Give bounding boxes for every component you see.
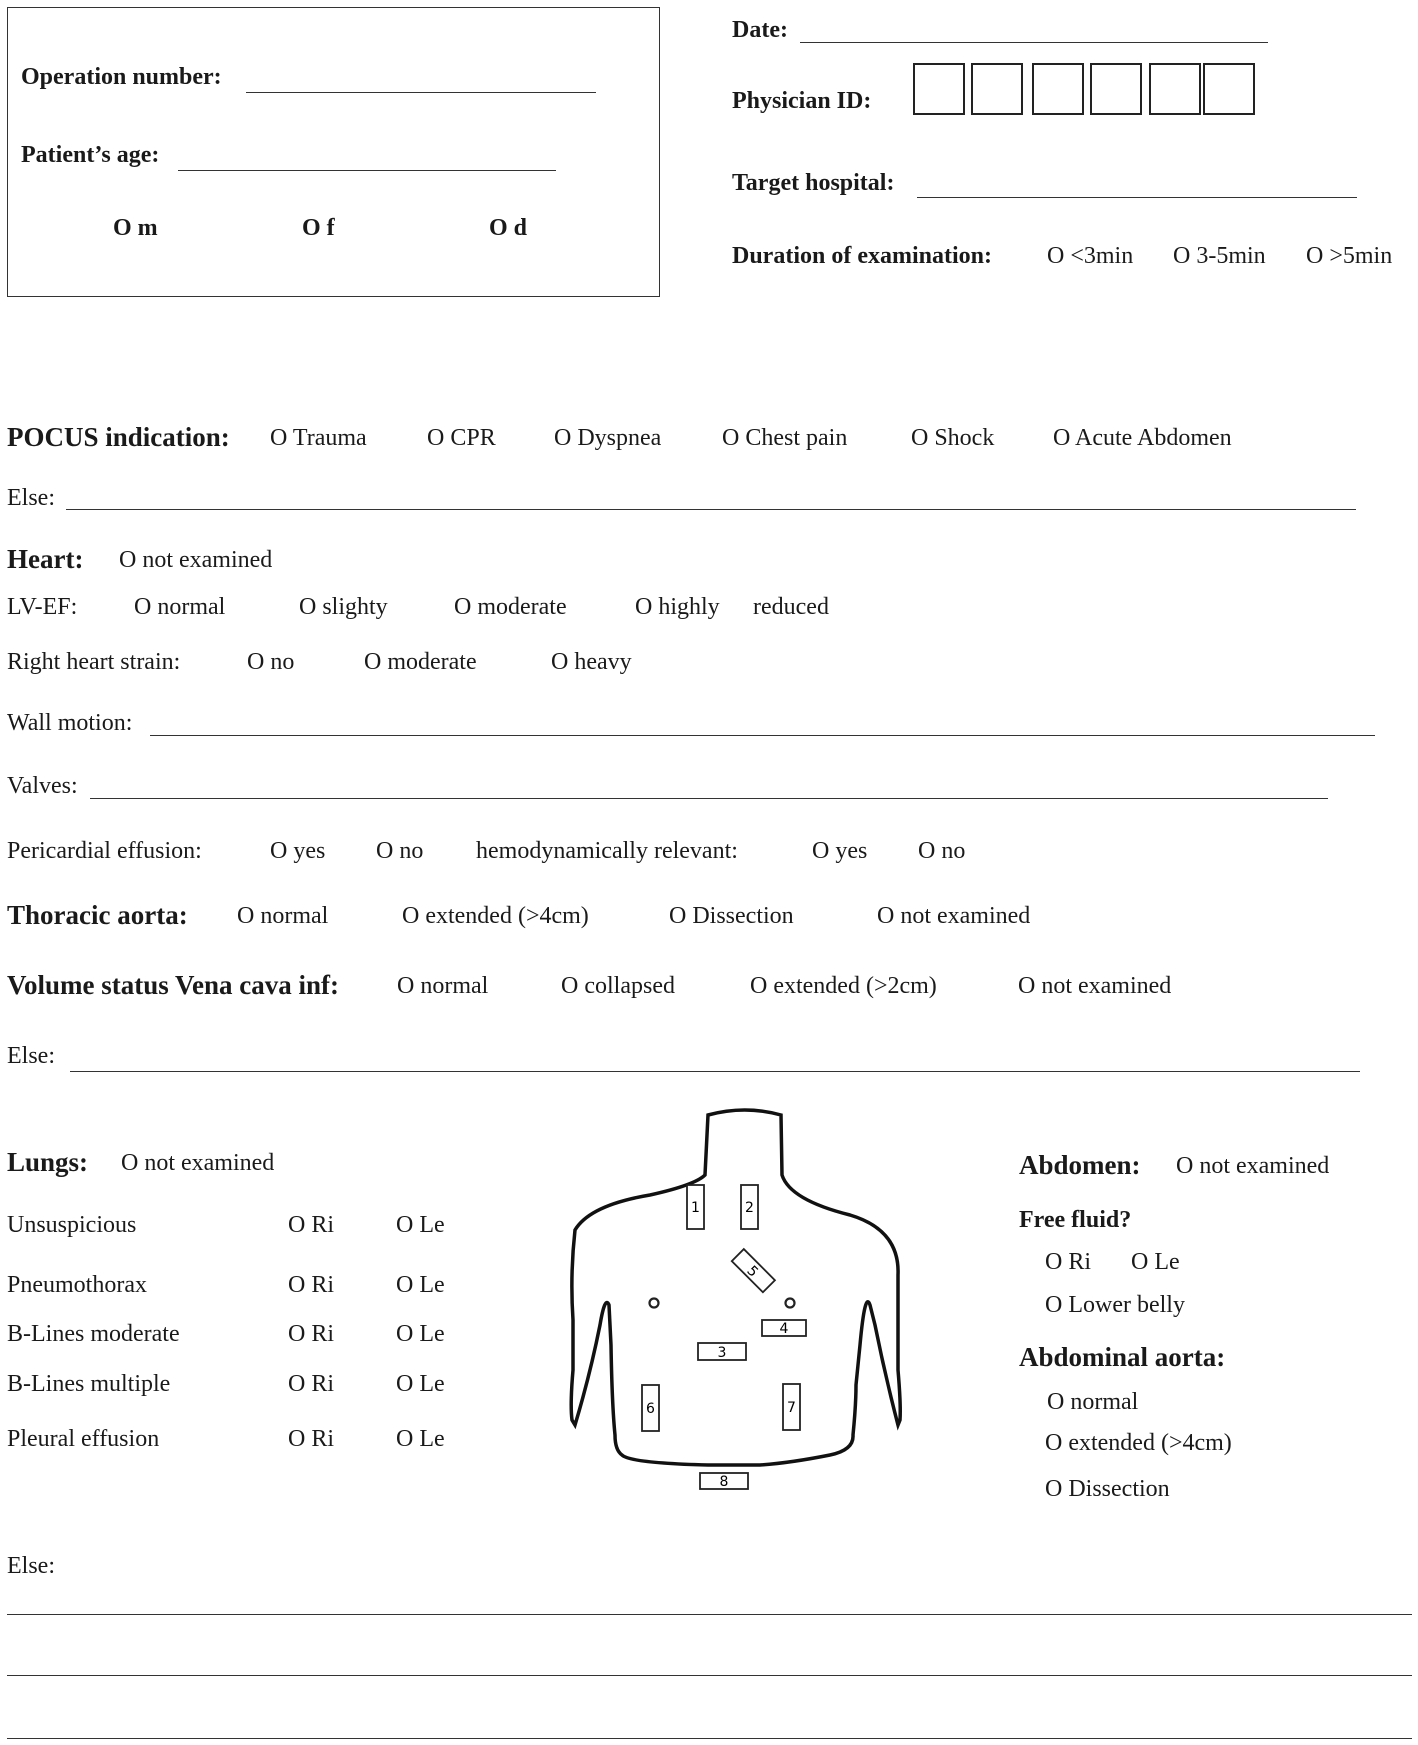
torso-nipple-left	[786, 1299, 795, 1308]
lung-row-blines-multiple-le[interactable]: O Le	[396, 1371, 445, 1397]
volume-status-label: Volume status Vena cava inf:	[7, 970, 340, 1000]
lung-row-pleural-effusion-label: Pleural effusion	[7, 1426, 160, 1452]
hemo-option-yes[interactable]: O yes	[812, 838, 868, 864]
date-field[interactable]	[800, 42, 1268, 43]
lungs-not-examined[interactable]: O not examined	[121, 1150, 275, 1176]
pericardial-effusion-label: Pericardial effusion:	[7, 838, 202, 864]
lungs-label: Lungs:	[7, 1147, 89, 1177]
volume-else-label: Else:	[7, 1043, 55, 1069]
duration-label: Duration of examination:	[732, 243, 992, 269]
duration-option-gt5[interactable]: O >5min	[1306, 243, 1393, 269]
lung-row-unsuspicious-label: Unsuspicious	[7, 1212, 137, 1238]
abdomen-not-examined[interactable]: O not examined	[1176, 1153, 1330, 1179]
pocus-else-field[interactable]	[66, 509, 1356, 510]
lung-row-blines-multiple-label: B-Lines multiple	[7, 1371, 171, 1397]
volume-option-normal[interactable]: O normal	[397, 973, 489, 999]
pocus-option-cpr[interactable]: O CPR	[427, 425, 496, 451]
rhs-option-moderate[interactable]: O moderate	[364, 649, 477, 675]
abdominal-aorta-option-dissection[interactable]: O Dissection	[1045, 1476, 1170, 1502]
sex-option-m[interactable]: O m	[113, 215, 158, 241]
free-fluid-option-lower-belly[interactable]: O Lower belly	[1045, 1292, 1185, 1318]
free-fluid-option-le[interactable]: O Le	[1131, 1249, 1180, 1275]
pocus-option-dyspnea[interactable]: O Dyspnea	[554, 425, 662, 451]
date-label: Date:	[732, 17, 788, 43]
footer-else-line-1[interactable]	[7, 1614, 1412, 1615]
lvef-label: LV-EF:	[7, 594, 78, 620]
probe-5-label: 5	[743, 1262, 762, 1281]
heart-label: Heart:	[7, 544, 84, 574]
lvef-reduced-text: reduced	[753, 594, 829, 620]
duration-option-lt3[interactable]: O <3min	[1047, 243, 1134, 269]
rhs-option-heavy[interactable]: O heavy	[551, 649, 632, 675]
lung-row-blines-moderate-le[interactable]: O Le	[396, 1321, 445, 1347]
pericardial-option-no[interactable]: O no	[376, 838, 424, 864]
abdominal-aorta-option-normal[interactable]: O normal	[1047, 1389, 1139, 1415]
volume-else-field[interactable]	[70, 1071, 1360, 1072]
pocus-option-trauma[interactable]: O Trauma	[270, 425, 367, 451]
valves-field[interactable]	[90, 798, 1328, 799]
free-fluid-label: Free fluid?	[1019, 1207, 1132, 1233]
pocus-option-shock[interactable]: O Shock	[911, 425, 995, 451]
hemo-option-no[interactable]: O no	[918, 838, 966, 864]
probe-7[interactable]	[783, 1384, 800, 1430]
pericardial-option-yes[interactable]: O yes	[270, 838, 326, 864]
probe-4-label: 4	[779, 1321, 789, 1337]
rhs-option-no[interactable]: O no	[247, 649, 295, 675]
probe-1-label: 1	[691, 1200, 700, 1216]
abdominal-aorta-option-extended[interactable]: O extended (>4cm)	[1045, 1430, 1232, 1456]
patient-age-label: Patient’s age:	[21, 142, 160, 168]
probe-3-label: 3	[717, 1345, 727, 1361]
probe-6[interactable]	[642, 1385, 659, 1431]
valves-label: Valves:	[7, 773, 78, 799]
lung-row-blines-multiple-ri[interactable]: O Ri	[288, 1371, 335, 1397]
hemodynamic-label: hemodynamically relevant:	[476, 838, 738, 864]
physician-id-digit-3[interactable]	[1032, 63, 1084, 115]
physician-id-digit-4[interactable]	[1090, 63, 1142, 115]
thoracic-option-dissection[interactable]: O Dissection	[669, 903, 794, 929]
footer-else-line-2[interactable]	[7, 1675, 1412, 1676]
lung-row-blines-moderate-label: B-Lines moderate	[7, 1321, 180, 1347]
free-fluid-option-ri[interactable]: O Ri	[1045, 1249, 1092, 1275]
right-heart-strain-label: Right heart strain:	[7, 649, 181, 675]
probe-4[interactable]	[762, 1320, 806, 1337]
probe-2-label: 2	[745, 1200, 754, 1216]
operation-number-field[interactable]	[246, 92, 596, 93]
probe-2[interactable]	[741, 1185, 758, 1229]
probe-6-label: 6	[646, 1401, 655, 1417]
physician-id-digit-2[interactable]	[971, 63, 1023, 115]
lung-row-unsuspicious-ri[interactable]: O Ri	[288, 1212, 335, 1238]
probe-3[interactable]	[698, 1343, 746, 1361]
lvef-option-moderate[interactable]: O moderate	[454, 594, 567, 620]
lung-row-blines-moderate-ri[interactable]: O Ri	[288, 1321, 335, 1347]
abdomen-label: Abdomen:	[1019, 1150, 1141, 1180]
physician-id-digit-6[interactable]	[1203, 63, 1255, 115]
lvef-option-normal[interactable]: O normal	[134, 594, 226, 620]
patient-age-field[interactable]	[178, 170, 556, 171]
lung-row-pneumothorax-ri[interactable]: O Ri	[288, 1272, 335, 1298]
operation-number-label: Operation number:	[21, 64, 222, 90]
heart-not-examined[interactable]: O not examined	[119, 547, 273, 573]
torso-nipple-right	[650, 1299, 659, 1308]
thoracic-option-extended[interactable]: O extended (>4cm)	[402, 903, 589, 929]
probe-1[interactable]	[687, 1185, 704, 1229]
lung-row-pleural-effusion-ri[interactable]: O Ri	[288, 1426, 335, 1452]
volume-option-extended[interactable]: O extended (>2cm)	[750, 973, 937, 999]
pocus-option-acute-abdomen[interactable]: O Acute Abdomen	[1053, 425, 1232, 451]
lung-row-pleural-effusion-le[interactable]: O Le	[396, 1426, 445, 1452]
lung-row-pneumothorax-le[interactable]: O Le	[396, 1272, 445, 1298]
torso-outline	[571, 1110, 900, 1465]
probe-7-label: 7	[787, 1400, 796, 1416]
wall-motion-label: Wall motion:	[7, 710, 133, 736]
duration-option-3-5[interactable]: O 3-5min	[1173, 243, 1266, 269]
probe-5[interactable]	[731, 1249, 775, 1293]
pocus-option-chest-pain[interactable]: O Chest pain	[722, 425, 848, 451]
lvef-option-highly[interactable]: O highly	[635, 594, 720, 620]
lung-row-unsuspicious-le[interactable]: O Le	[396, 1212, 445, 1238]
footer-else-line-3[interactable]	[7, 1738, 1412, 1739]
volume-option-collapsed[interactable]: O collapsed	[561, 973, 675, 999]
target-hospital-field[interactable]	[917, 197, 1357, 198]
thoracic-aorta-label: Thoracic aorta:	[7, 900, 188, 930]
footer-else-label: Else:	[7, 1553, 55, 1579]
thoracic-option-not-examined[interactable]: O not examined	[877, 903, 1031, 929]
lvef-option-slighty[interactable]: O slighty	[299, 594, 388, 620]
probe-8[interactable]	[700, 1473, 748, 1490]
volume-option-not-examined[interactable]: O not examined	[1018, 973, 1172, 999]
physician-id-label: Physician ID:	[732, 88, 872, 114]
pocus-else-label: Else:	[7, 485, 55, 511]
target-hospital-label: Target hospital:	[732, 170, 895, 196]
abdominal-aorta-label: Abdominal aorta:	[1019, 1342, 1226, 1372]
lung-row-pneumothorax-label: Pneumothorax	[7, 1272, 147, 1298]
wall-motion-field[interactable]	[150, 735, 1375, 736]
sex-option-d[interactable]: O d	[489, 215, 528, 241]
torso-probe-diagram	[530, 1105, 910, 1525]
pocus-indication-label: POCUS indication:	[7, 422, 230, 452]
physician-id-digit-1[interactable]	[913, 63, 965, 115]
thoracic-option-normal[interactable]: O normal	[237, 903, 329, 929]
sex-option-f[interactable]: O f	[302, 215, 335, 241]
probe-8-label: 8	[719, 1474, 729, 1490]
physician-id-digit-5[interactable]	[1149, 63, 1201, 115]
